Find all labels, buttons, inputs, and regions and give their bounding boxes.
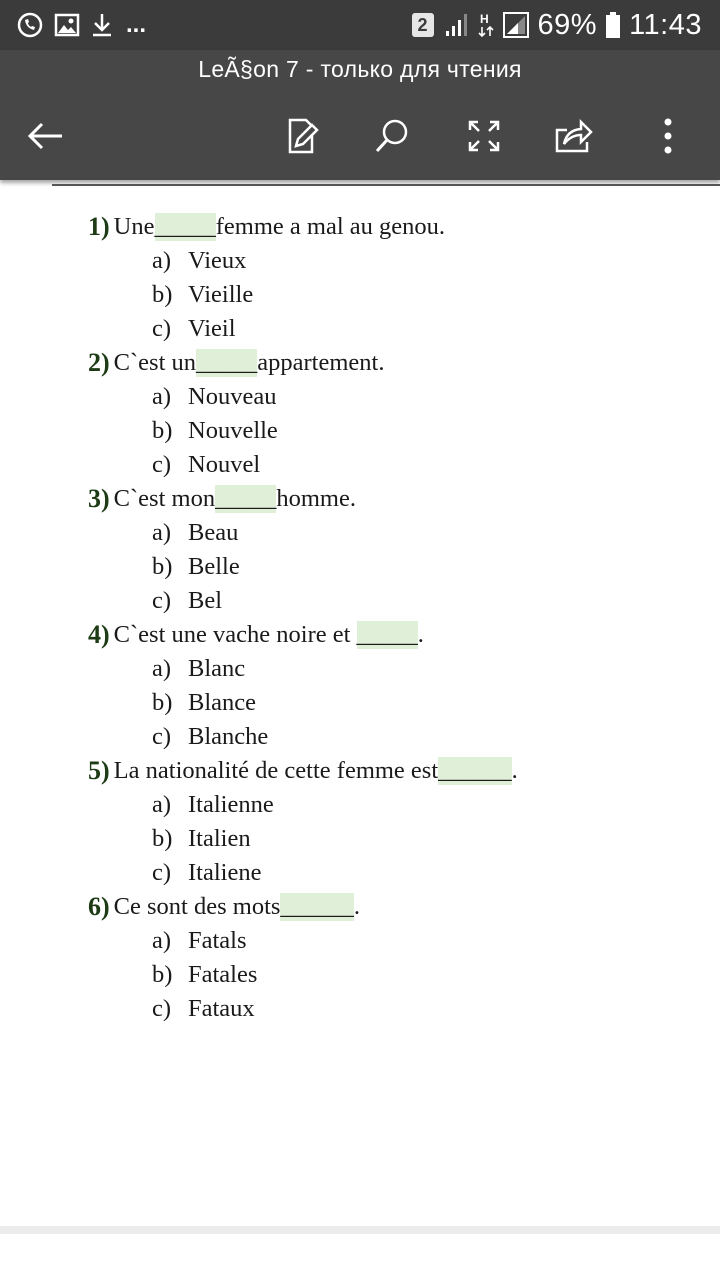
question-text-after: homme. (276, 485, 356, 512)
question-text-after: . (353, 893, 361, 920)
answer-option (88, 244, 708, 278)
answer-option (88, 788, 708, 822)
sim-badge: 2 (412, 13, 434, 37)
question-3 (88, 482, 708, 516)
option-letter: b) (152, 689, 173, 716)
notification-icons (16, 10, 146, 40)
option-letter: c) (152, 995, 172, 1022)
option-text: Vieille (188, 281, 254, 308)
option-text: Nouveau (188, 383, 277, 410)
option-letter: c) (152, 723, 172, 750)
page-top-border (52, 184, 720, 186)
option-letter: c) (152, 315, 172, 342)
question-text-after: femme a mal au genou. (215, 213, 446, 240)
option-letter: a) (152, 519, 172, 546)
option-letter: b) (152, 825, 173, 852)
option-letter: a) (152, 655, 172, 682)
option-letter: a) (152, 791, 172, 818)
option-letter: c) (152, 451, 172, 478)
question-text-after: appartement. (257, 349, 385, 376)
answer-option (88, 278, 708, 312)
option-text: Blanc (188, 655, 246, 682)
answer-option (88, 448, 708, 482)
question-text-after: . (511, 757, 518, 784)
option-text: Fatales (188, 961, 258, 988)
search-button[interactable] (368, 112, 416, 160)
document-title: LeÃ§on 7 - только для чтения (198, 56, 522, 82)
answer-blank: ______ (280, 893, 354, 920)
option-text: Italiene (188, 859, 262, 886)
answer-option (88, 312, 708, 346)
more-options-button[interactable] (644, 112, 692, 160)
signal-icon (442, 11, 470, 39)
question-number: 2) (88, 348, 110, 377)
option-text: Nouvelle (188, 417, 278, 444)
fullscreen-icon (464, 116, 504, 156)
answer-option (88, 924, 708, 958)
answer-option (88, 414, 708, 448)
question-2 (88, 346, 708, 380)
option-text: Fataux (188, 995, 255, 1022)
question-1 (88, 210, 708, 244)
system-icons (412, 8, 702, 42)
question-6 (88, 890, 708, 924)
option-text: Belle (188, 553, 240, 580)
option-letter: b) (152, 553, 173, 580)
option-letter: c) (152, 587, 172, 614)
answer-blank: _____ (154, 213, 216, 240)
svg-text:H: H (479, 12, 489, 26)
answer-option (88, 516, 708, 550)
option-letter: b) (152, 281, 173, 308)
option-text: Nouvel (188, 451, 261, 478)
option-text: Vieil (188, 315, 236, 342)
question-number: 1) (88, 212, 110, 241)
option-text: Blanche (188, 723, 269, 750)
back-button[interactable] (22, 112, 70, 160)
viber-icon (16, 11, 44, 39)
question-text-before: C`est mon (113, 485, 216, 512)
option-text: Italien (188, 825, 251, 852)
option-letter: c) (152, 859, 172, 886)
edit-icon (282, 116, 322, 156)
answer-option (88, 652, 708, 686)
option-text: Beau (188, 519, 239, 546)
option-text: Blance (188, 689, 257, 716)
option-text: Vieux (188, 247, 247, 274)
app-toolbar (0, 50, 720, 180)
signal-icon-2 (502, 11, 530, 39)
question-number: 3) (88, 484, 110, 513)
question-5 (88, 754, 708, 788)
answer-option (88, 720, 708, 754)
more-options-icon (661, 116, 675, 156)
question-text-before: Ce sont des mots (113, 893, 281, 920)
option-letter: b) (152, 961, 173, 988)
answer-option (88, 822, 708, 856)
question-text-before: La nationalité de cette femme est (113, 757, 439, 784)
answer-option (88, 380, 708, 414)
share-icon (553, 116, 595, 156)
more-notifications: ... (126, 11, 147, 38)
download-icon (90, 12, 114, 38)
answer-option (88, 584, 708, 618)
answer-option (88, 992, 708, 1026)
status-bar (0, 0, 720, 50)
answer-option (88, 958, 708, 992)
battery-icon (605, 11, 621, 39)
share-button[interactable] (550, 112, 598, 160)
back-icon (26, 120, 66, 152)
option-text: Bel (188, 587, 223, 614)
data-icon (478, 11, 494, 39)
answer-blank: _____ (356, 621, 418, 648)
question-text-before: Une (113, 213, 155, 240)
option-letter: a) (152, 247, 172, 274)
option-text: Italienne (188, 791, 274, 818)
option-text: Fatals (188, 927, 247, 954)
fullscreen-button[interactable] (460, 112, 508, 160)
answer-option (88, 550, 708, 584)
question-number: 4) (88, 620, 110, 649)
battery-percent: 69% (537, 8, 598, 41)
question-number: 5) (88, 756, 110, 785)
document-page (88, 210, 708, 1026)
answer-option (88, 856, 708, 890)
edit-button[interactable] (278, 112, 326, 160)
question-number: 6) (88, 892, 110, 921)
option-letter: a) (152, 383, 172, 410)
clock: 11:43 (629, 8, 702, 41)
question-text-before: C`est une vache noire et (113, 621, 357, 648)
question-text-after: . (417, 621, 424, 648)
answer-option (88, 686, 708, 720)
image-icon (54, 12, 80, 38)
search-icon (372, 116, 412, 156)
question-4 (88, 618, 708, 652)
option-letter: a) (152, 927, 172, 954)
answer-blank: _____ (196, 349, 258, 376)
answer-blank: ______ (438, 757, 512, 784)
answer-blank: _____ (215, 485, 277, 512)
page-bottom-border (0, 1226, 720, 1234)
option-letter: b) (152, 417, 173, 444)
question-text-before: C`est un (113, 349, 197, 376)
